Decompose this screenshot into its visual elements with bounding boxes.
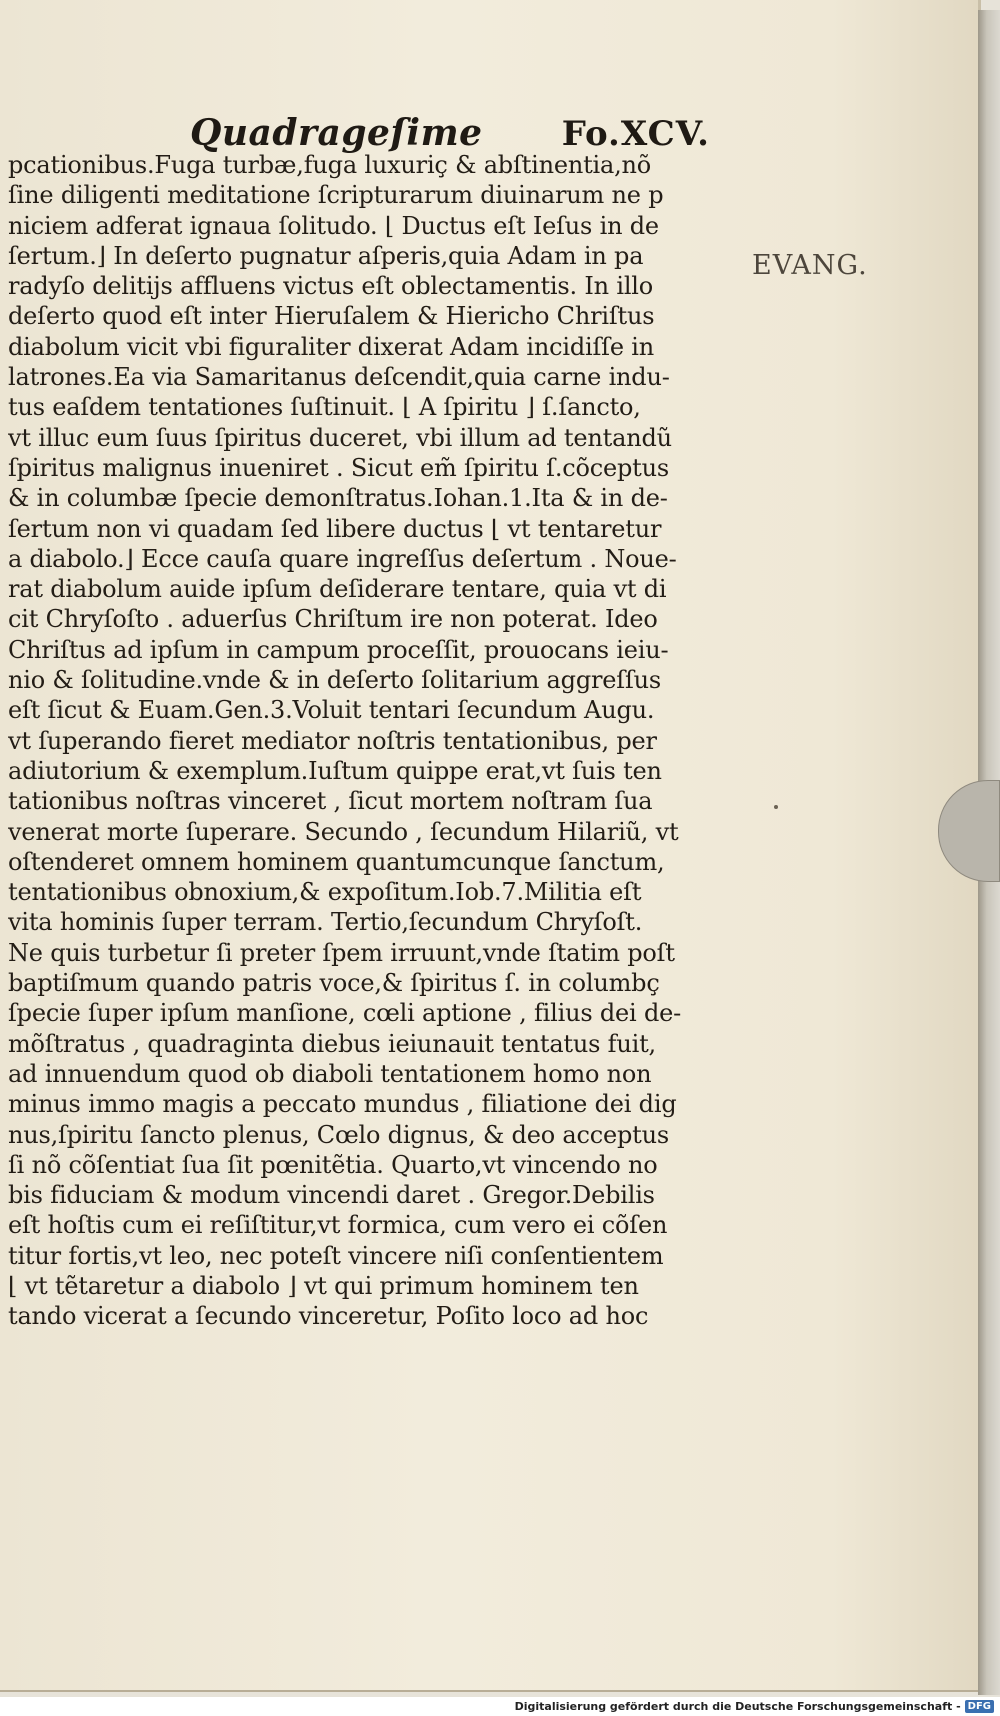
text-line: ſertum non vi quadam ſed libere ductus ⌊ vt tentaretur xyxy=(8,514,662,543)
text-line: Chriſtus ad ipſum in campum proceſſit, prouocans ieiu- xyxy=(8,635,669,664)
text-line: eſt hoſtis cum ei reſiſtitur,vt formica, cum vero ei cõſen xyxy=(8,1211,668,1240)
text-line: Ne quis turbetur ſi preter ſpem irruunt,vnde ſtatim poſt xyxy=(8,938,675,967)
text-line: adiutorium & exemplum.Iuſtum quippe erat,vt ſuis ten xyxy=(8,756,662,785)
text-line: niciem adferat ignaua ſolitudo. ⌊ Ductus eſt Ieſus in de xyxy=(8,211,659,240)
text-line: rat diabolum auide ipſum deſiderare tentare, quia vt di xyxy=(8,575,667,604)
text-line: oſtenderet omnem hominem quantumcunque ſanctum, xyxy=(8,847,665,876)
text-line: vita hominis ſuper terram. Tertio,ſecundum Chryſoſt. xyxy=(8,908,643,937)
body-text xyxy=(8,150,746,1332)
text-line: ſpecie ſuper ipſum manſione, cœli aptione , filius dei de- xyxy=(8,999,682,1028)
funding-credit: Digitalisierung gefördert durch die Deutsche Forschungsgemeinschaft - xyxy=(514,1700,961,1713)
text-line: nio & ſolitudine.vnde & in deſerto ſolitarium aggreſſus xyxy=(8,666,662,695)
text-line: ſine diligenti meditatione ſcripturarum diuinarum ne p xyxy=(8,181,664,210)
marginal-note: EVANG. xyxy=(752,250,868,281)
text-line: ſertum.⌋ In deſerto pugnatur aſperis,quia Adam in pa xyxy=(8,241,644,270)
text-line: baptiſmum quando patris voce,& ſpiritus ſ. in columbç xyxy=(8,969,660,998)
text-line: tationibus noſtras vinceret , ſicut mortem noſtram ſua xyxy=(8,787,653,816)
text-line: latrones.Ea via Samaritanus deſcendit,quia carne indu- xyxy=(8,363,670,392)
text-line: venerat morte ſuperare. Secundo , ſecundum Hilariũ, vt xyxy=(8,817,679,846)
digitization-footer xyxy=(0,1697,1000,1716)
text-line: mõſtratus , quadraginta diebus ieiunauit tentatus fuit, xyxy=(8,1029,656,1058)
text-line: bis fiduciam & modum vincendi daret . Gregor.Debilis xyxy=(8,1181,655,1210)
running-title: Quadrageſime xyxy=(190,112,483,154)
text-line: nus,ſpiritu ſancto plenus, Cœlo dignus, & deo acceptus xyxy=(8,1120,669,1149)
folio-number: Fo.XCV. xyxy=(561,114,710,154)
text-line: radyſo delitijs affluens victus eſt oblectamentis. In illo xyxy=(8,272,654,301)
paper-speck xyxy=(774,805,778,809)
text-line: tentationibus obnoxium,& expoſitum.Iob.7.Militia eſt xyxy=(8,878,642,907)
text-line: ad innuendum quod ob diaboli tentationem homo non xyxy=(8,1059,652,1088)
text-line: eſt ſicut & Euam.Gen.3.Voluit tentari ſecundum Augu. xyxy=(8,696,655,725)
text-line: vt ſuperando fieret mediator noſtris tentationibus, per xyxy=(8,726,657,755)
text-line: deſerto quod eſt inter Hieruſalem & Hiericho Chriſtus xyxy=(8,302,655,331)
text-line: ſi nõ cõſentiat ſua ſit pœnitẽtia. Quarto,vt vincendo no xyxy=(8,1150,658,1179)
text-line: ⌊ vt tẽtaretur a diabolo ⌋ vt qui primum hominem ten xyxy=(8,1271,639,1300)
text-line: minus immo magis a peccato mundus , filiatione dei dig xyxy=(8,1090,677,1119)
text-line: ſpiritus malignus inueniret . Sicut em̃ ſpiritu ſ.cõceptus xyxy=(8,453,669,482)
text-line: cit Chryſoſto . aduerſus Chriſtum ire non poterat. Ideo xyxy=(8,605,658,634)
text-line: tando vicerat a ſecundo vinceretur, Poſito loco ad hoc xyxy=(8,1302,649,1331)
text-line: tus eaſdem tentationes ſuſtinuit. ⌊ A ſpiritu ⌋ ſ.ſancto, xyxy=(8,393,641,422)
text-line: pcationibus.Fuga turbæ,fuga luxuriç & abſtinentia,nõ xyxy=(8,151,652,179)
dfg-logo: DFG xyxy=(965,1700,994,1713)
text-line: vt illuc eum ſuus ſpiritus duceret, vbi illum ad tentandũ xyxy=(8,423,672,452)
text-line: & in columbæ ſpecie demonſtratus.Iohan.1.Ita & in de- xyxy=(8,484,668,513)
text-line: diabolum vicit vbi figuraliter dixerat Adam incidiſſe in xyxy=(8,332,655,361)
text-line: titur fortis,vt leo, nec poteſt vincere niſi conſentientem xyxy=(8,1241,664,1270)
text-line: a diabolo.⌋ Ecce cauſa quare ingreſſus deſertum . Noue- xyxy=(8,544,677,573)
